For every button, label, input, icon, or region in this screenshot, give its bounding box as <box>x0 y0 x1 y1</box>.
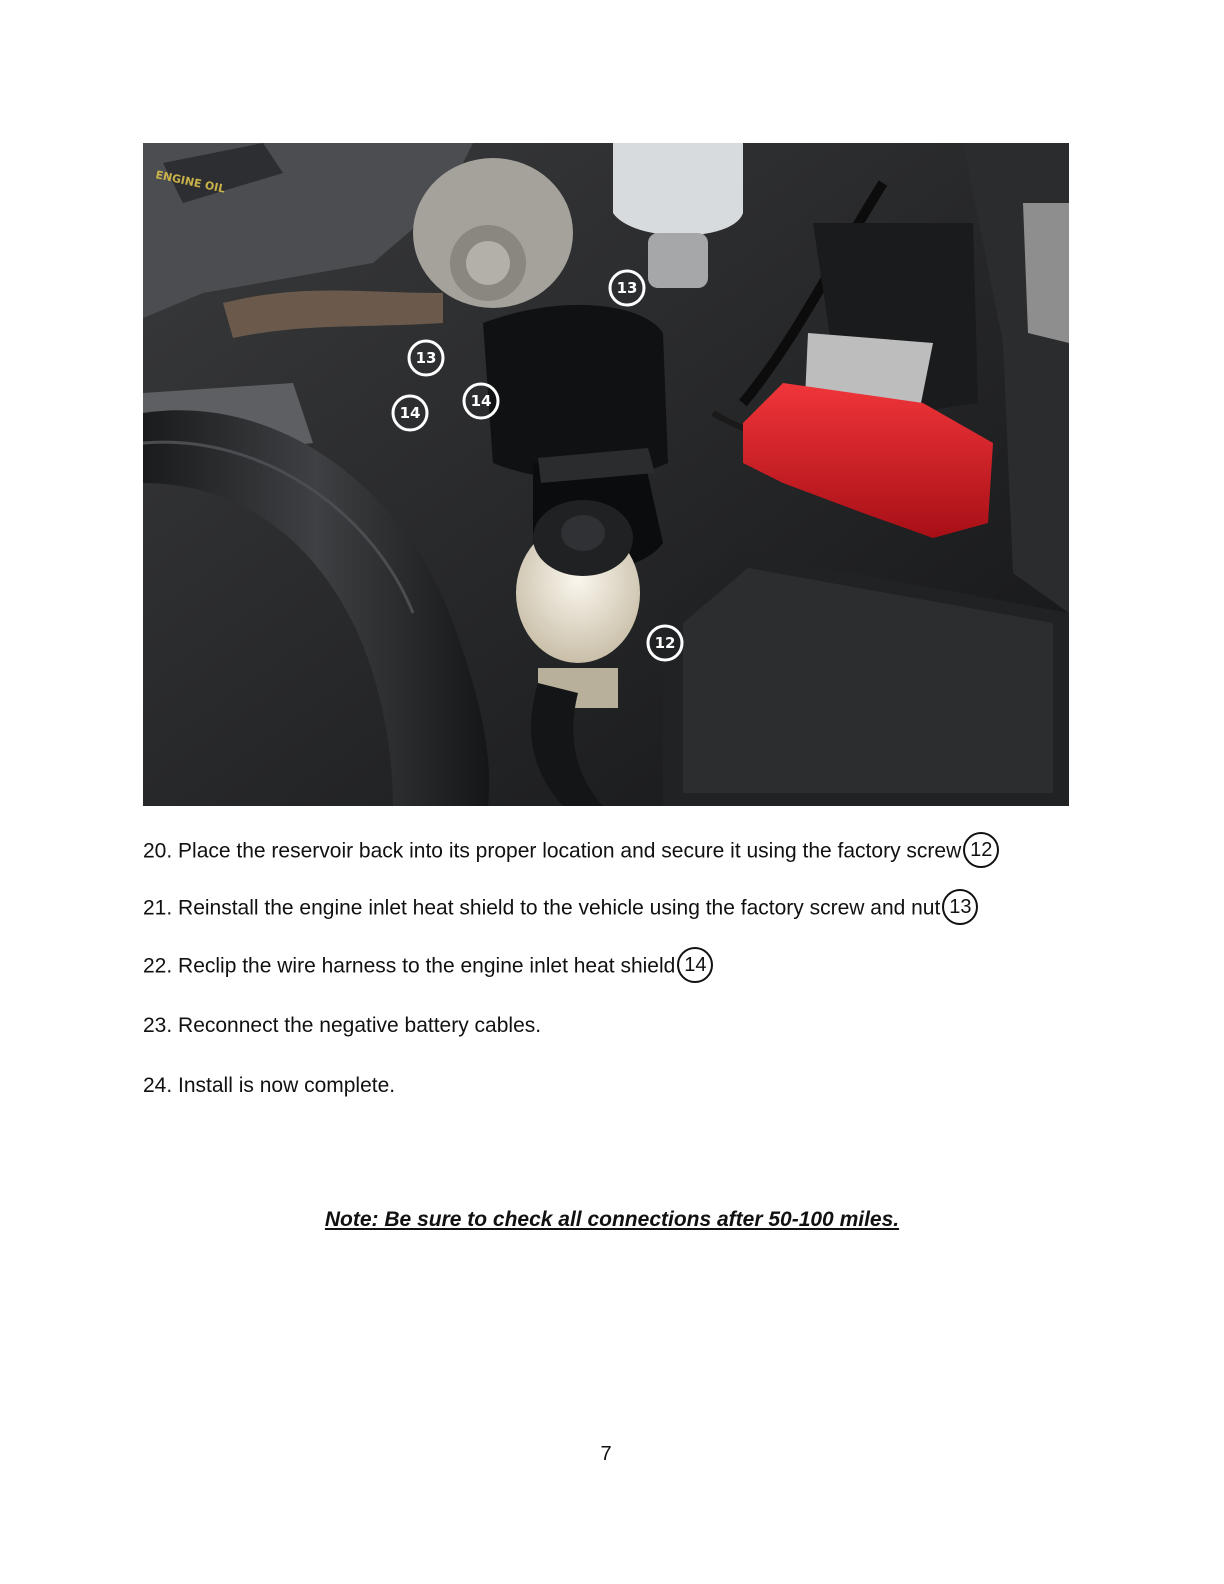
step-21 <box>143 891 978 927</box>
step-text: 24. Install is now complete. <box>143 1074 396 1097</box>
engine-bay-photo <box>143 143 1069 806</box>
callout-marker-label: 14 <box>470 392 492 410</box>
step-text: 22. Reclip the wire harness to the engine inlet heat shield <box>143 954 676 978</box>
step-24 <box>143 1069 395 1103</box>
engine-bay-illustration <box>143 143 1069 806</box>
engine-oil-label: ENGINE OIL <box>154 168 227 196</box>
step-text: 20. Place the reservoir back into its proper location and secure it using the factory screw <box>143 839 962 863</box>
coolant-reservoir <box>613 143 743 236</box>
step-20 <box>143 834 999 870</box>
mileage-note: Note: Be sure to check all connections after 50-100 miles. <box>324 1208 900 1231</box>
step-ref-badge: 14 <box>677 947 713 983</box>
callout-marker-label: 13 <box>415 349 437 367</box>
step-text: 23. Reconnect the negative battery cables. <box>143 1014 542 1037</box>
callout-marker-label: 14 <box>399 404 421 422</box>
step-ref-badge: 12 <box>963 832 999 868</box>
callout-marker-label: 12 <box>654 634 676 652</box>
callout-marker-label: 13 <box>616 279 638 297</box>
step-22 <box>143 949 713 985</box>
step-text: 21. Reinstall the engine inlet heat shield to the vehicle using the factory screw and nut <box>143 896 941 920</box>
page-number: 7 <box>600 1443 612 1465</box>
step-23 <box>143 1009 541 1043</box>
step-ref-badge: 13 <box>942 889 978 925</box>
